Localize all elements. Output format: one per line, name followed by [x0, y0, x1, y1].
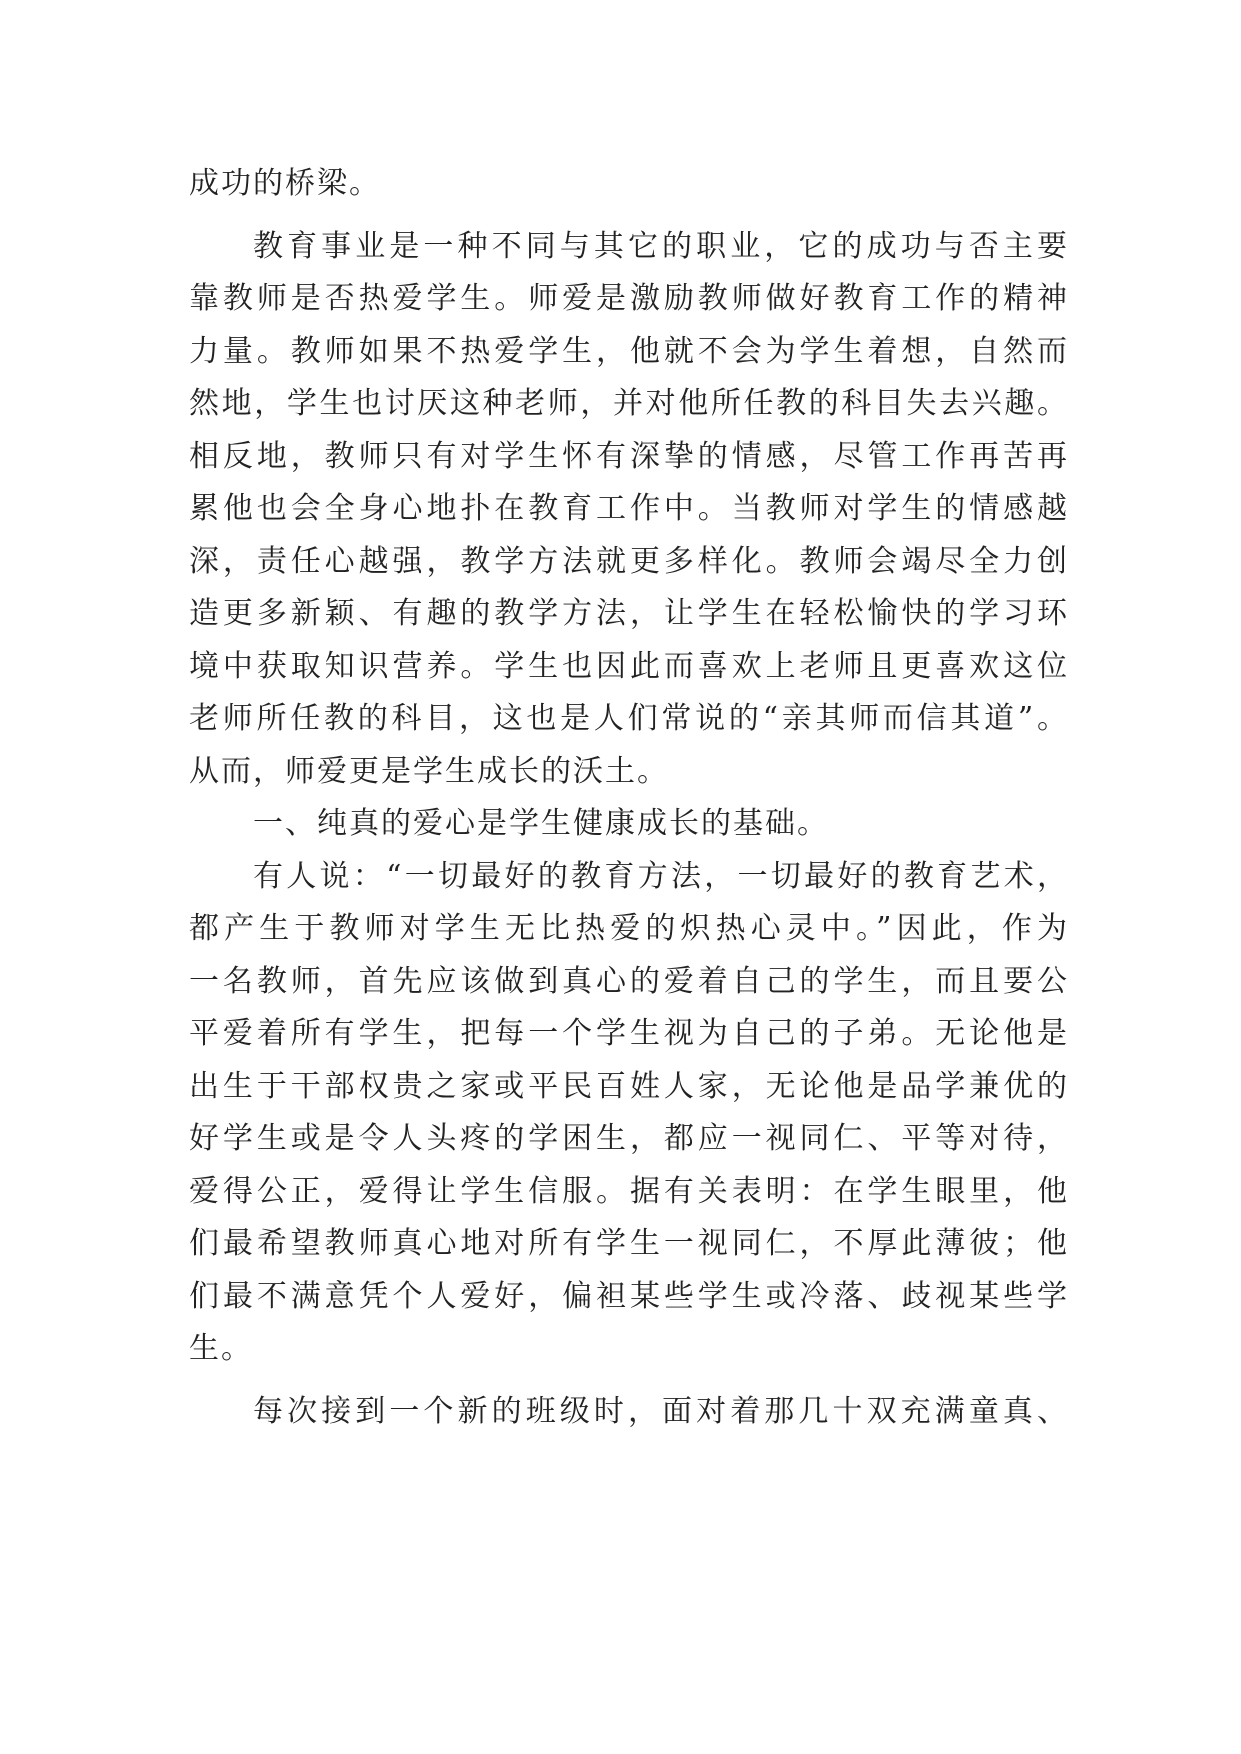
- text-line: 造更多新颖、有趣的教学方法，让学生在轻松愉快的学习环: [189, 596, 1069, 631]
- text-line: 都产生于教师对学生无比热爱的炽热心灵中。”因此，作为: [189, 911, 1069, 946]
- text-line: 每次接到一个新的班级时，面对着那几十双充满童真、: [253, 1393, 1069, 1429]
- text-line: 相反地，教师只有对学生怀有深挚的情感，尽管工作再苦再: [189, 438, 1069, 474]
- text-line: 有人说：“一切最好的教育方法，一切最好的教育艺术，: [253, 858, 1069, 894]
- text-line: 境中获取知识营养。学生也因此而喜欢上老师且更喜欢这位: [189, 648, 1069, 684]
- text-line: 累他也会全身心地扑在教育工作中。当教师对学生的情感越: [189, 491, 1069, 526]
- text-line: 好学生或是令人头疼的学困生，都应一视同仁、平等对待，: [189, 1121, 1069, 1156]
- text-line: 生。: [189, 1331, 253, 1366]
- text-line: 成功的桥梁。: [189, 166, 381, 201]
- section-heading: 一、纯真的爱心是学生健康成长的基础。: [253, 806, 829, 841]
- text-line: 深，责任心越强，教学方法就更多样化。教师会竭尽全力创: [189, 543, 1069, 579]
- text-line: 出生于干部权贵之家或平民百姓人家，无论他是品学兼优的: [189, 1068, 1069, 1104]
- paragraph-gap: [189, 1376, 1069, 1386]
- text-line: 平爱着所有学生，把每一个学生视为自己的子弟。无论他是: [189, 1016, 1069, 1051]
- body-text: [189, 158, 1069, 1438]
- text-line: 靠教师是否热爱学生。师爱是激励教师做好教育工作的精神: [189, 281, 1069, 316]
- text-line: 然地，学生也讨厌这种老师，并对他所任教的科目失去兴趣。: [189, 386, 1069, 421]
- text-line: 一名教师，首先应该做到真心的爱着自己的学生，而且要公: [189, 963, 1069, 999]
- text-line: 们最希望教师真心地对所有学生一视同仁，不厚此薄彼；他: [189, 1226, 1069, 1261]
- text-line: 老师所任教的科目，这也是人们常说的“亲其师而信其道”。: [189, 701, 1069, 736]
- text-line: 们最不满意凭个人爱好，偏袒某些学生或冷落、歧视某些学: [189, 1278, 1069, 1314]
- text-line: 力量。教师如果不热爱学生，他就不会为学生着想，自然而: [189, 333, 1069, 369]
- paragraph-gap: [189, 211, 1069, 221]
- text-line: 教育事业是一种不同与其它的职业，它的成功与否主要: [253, 228, 1069, 264]
- text-line: 从而，师爱更是学生成长的沃土。: [189, 753, 669, 789]
- text-line: 爱得公正，爱得让学生信服。据有关表明：在学生眼里，他: [189, 1173, 1069, 1209]
